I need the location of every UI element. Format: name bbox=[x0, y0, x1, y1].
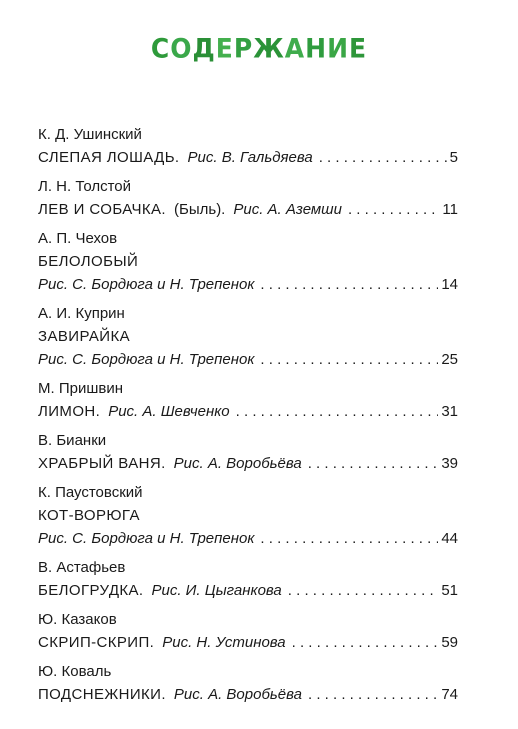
page-number: 44 bbox=[441, 530, 458, 547]
story-line bbox=[38, 631, 458, 654]
page-number: 74 bbox=[441, 686, 458, 703]
toc-entry bbox=[38, 661, 458, 706]
illustrator-credit: Рис. А. Воробьёва bbox=[173, 686, 302, 703]
story-line bbox=[38, 325, 458, 348]
story-title: СЛЕПАЯ ЛОШАДЬ. bbox=[38, 149, 180, 166]
illustrator-line bbox=[38, 527, 458, 550]
illustrator-credit: Рис. А. Аземши bbox=[233, 201, 342, 218]
toc-entry bbox=[38, 609, 458, 654]
title-letter: Д bbox=[192, 33, 216, 64]
story-title: БЕЛОГРУДКА. bbox=[38, 582, 144, 599]
story-title: ПОДСНЕЖНИКИ. bbox=[38, 686, 166, 703]
page-number: 51 bbox=[441, 582, 458, 599]
illustrator-credit: Рис. А. Шевченко bbox=[108, 403, 230, 420]
author-name: М. Пришвин bbox=[38, 380, 123, 397]
story-line bbox=[38, 400, 458, 423]
toc-entry bbox=[38, 303, 458, 371]
author-name: К. Д. Ушинский bbox=[38, 126, 142, 143]
dot-leader bbox=[292, 631, 439, 654]
toc-entry bbox=[38, 557, 458, 602]
title-letter: Е bbox=[349, 33, 368, 64]
illustrator-line bbox=[38, 348, 458, 371]
story-title: ЛЕВ И СОБАЧКА. bbox=[38, 201, 166, 218]
dot-leader bbox=[308, 683, 438, 706]
page-number: 39 bbox=[441, 455, 458, 472]
title-letter: Ж bbox=[253, 33, 285, 64]
author-name: Ю. Коваль bbox=[38, 663, 112, 680]
author-name: К. Паустовский bbox=[38, 484, 143, 501]
story-title: ЗАВИРАЙКА bbox=[38, 328, 130, 345]
dot-leader bbox=[260, 273, 438, 296]
story-note: (Быль). bbox=[174, 201, 226, 218]
dot-leader bbox=[260, 348, 438, 371]
author-name: В. Астафьев bbox=[38, 559, 126, 576]
illustrator-line bbox=[38, 273, 458, 296]
author-name: А. И. Куприн bbox=[38, 305, 125, 322]
story-title: БЕЛОЛОБЫЙ bbox=[38, 253, 139, 270]
illustrator-credit: Рис. С. Бордюга и Н. Трепенок bbox=[38, 276, 255, 293]
story-title: КОТ-ВОРЮГА bbox=[38, 507, 140, 524]
story-line bbox=[38, 250, 458, 273]
page-number: 14 bbox=[441, 276, 458, 293]
toc-entry bbox=[38, 482, 458, 550]
title-letter: Р bbox=[233, 33, 254, 64]
title-letter: О bbox=[170, 33, 193, 64]
page-number: 59 bbox=[441, 634, 458, 651]
story-title: ЛИМОН. bbox=[38, 403, 101, 420]
toc-entry bbox=[38, 176, 458, 221]
toc-entry bbox=[38, 378, 458, 423]
author-name: Л. Н. Толстой bbox=[38, 178, 132, 195]
author-name: А. П. Чехов bbox=[38, 230, 118, 247]
dot-leader bbox=[288, 579, 439, 602]
illustrator-credit: Рис. А. Воробьёва bbox=[173, 455, 302, 472]
dot-leader bbox=[319, 146, 447, 169]
page-number: 5 bbox=[449, 149, 458, 166]
title-letter: А bbox=[284, 33, 306, 64]
toc-entry bbox=[38, 124, 458, 169]
toc-entry bbox=[38, 228, 458, 296]
illustrator-credit: Рис. С. Бордюга и Н. Трепенок bbox=[38, 530, 255, 547]
dot-leader bbox=[348, 198, 439, 221]
dot-leader bbox=[260, 527, 438, 550]
story-line bbox=[38, 683, 458, 706]
title-letter: С bbox=[150, 33, 171, 64]
illustrator-credit: Рис. С. Бордюга и Н. Трепенок bbox=[38, 351, 255, 368]
author-name: Ю. Казаков bbox=[38, 611, 117, 628]
story-line bbox=[38, 146, 458, 169]
toc-entry bbox=[38, 430, 458, 475]
story-title: ХРАБРЫЙ ВАНЯ. bbox=[38, 455, 166, 472]
dot-leader bbox=[236, 400, 439, 423]
story-line bbox=[38, 504, 458, 527]
story-title: СКРИП-СКРИП. bbox=[38, 634, 155, 651]
illustrator-credit: Рис. Н. Устинова bbox=[162, 634, 286, 651]
title-letter: И bbox=[327, 33, 350, 64]
page-number: 11 bbox=[442, 201, 458, 218]
story-line bbox=[38, 198, 458, 221]
author-name: В. Бианки bbox=[38, 432, 107, 449]
contents-title bbox=[0, 33, 518, 63]
story-line bbox=[38, 452, 458, 475]
dot-leader bbox=[308, 452, 439, 475]
illustrator-credit: Рис. И. Цыганкова bbox=[151, 582, 282, 599]
title-letter: Е bbox=[215, 33, 234, 64]
page-number: 31 bbox=[441, 403, 458, 420]
table-of-contents bbox=[38, 124, 458, 713]
title-letter: Н bbox=[305, 33, 328, 64]
story-line bbox=[38, 579, 458, 602]
page-number: 25 bbox=[441, 351, 458, 368]
illustrator-credit: Рис. В. Гальдяева bbox=[187, 149, 313, 166]
